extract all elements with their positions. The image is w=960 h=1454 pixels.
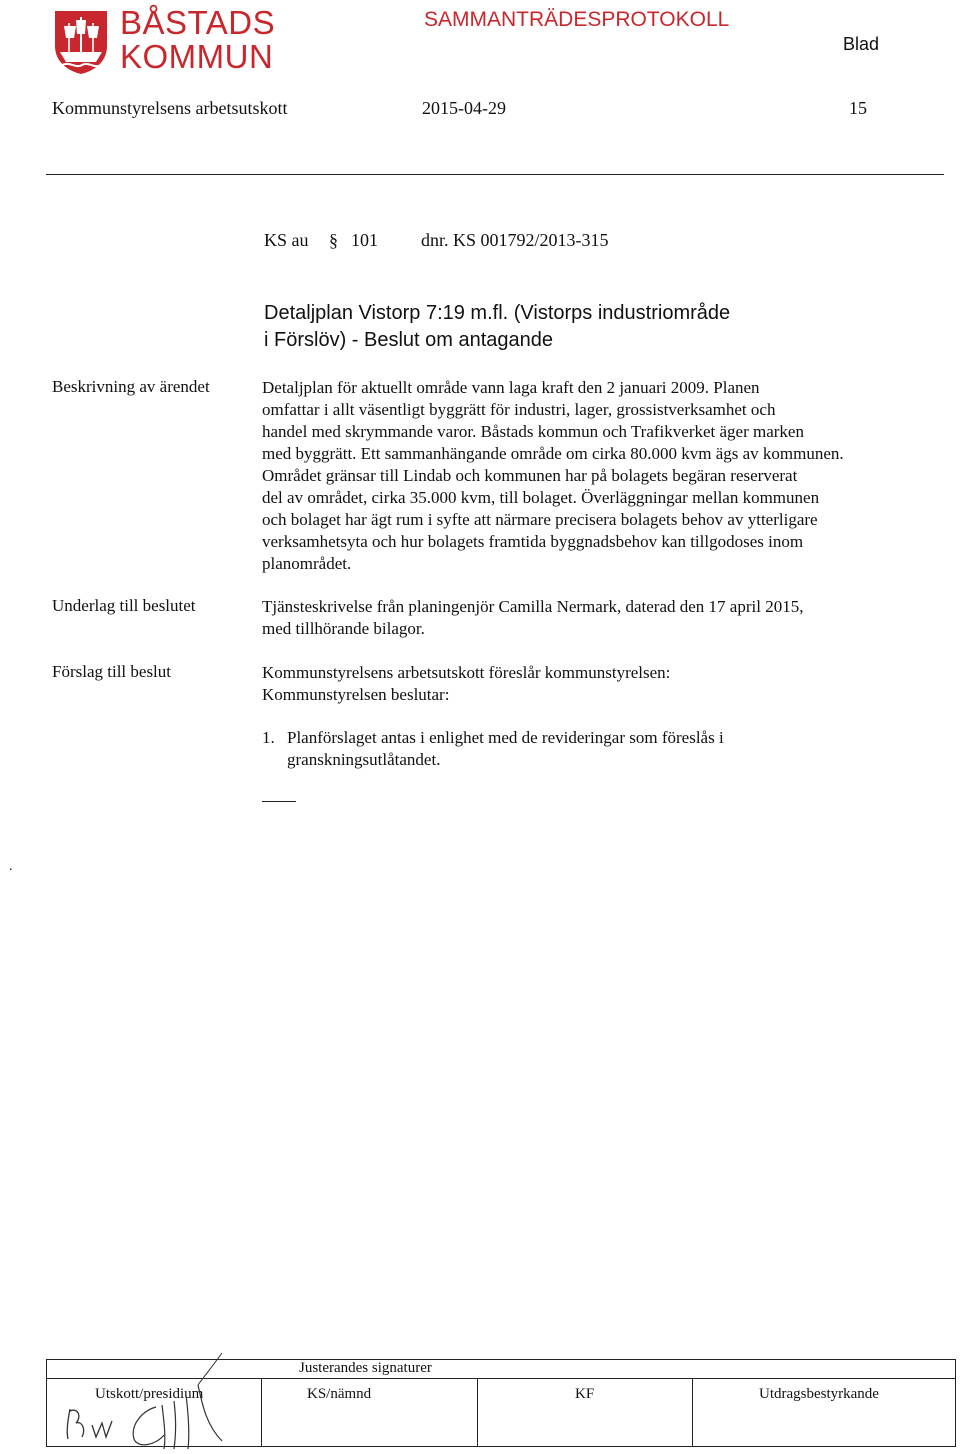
org-name-line1: BÅSTADS (120, 4, 276, 41)
proposal-line: Kommunstyrelsens arbetsutskott föreslår kommunstyrelsen: (262, 663, 671, 682)
signature-column-divider (477, 1378, 478, 1446)
proposal-item-number: 1. (262, 728, 275, 747)
signature-column-divider (261, 1378, 262, 1446)
org-name-line2: KOMMUN (120, 38, 274, 75)
diary-number: dnr. KS 001792/2013-315 (421, 230, 609, 250)
basis-line: med tillhörande bilagor. (262, 619, 425, 638)
basis-line: Tjänsteskrivelse från planingenjör Camilla Nermark, daterad den 17 april 2015, (262, 597, 804, 616)
signature-col-kf: KF (575, 1386, 595, 1402)
proposal-item-text (287, 727, 847, 771)
handwritten-signature (52, 1345, 252, 1451)
municipality-crest-logo (52, 8, 110, 76)
signature-col-utskott: Utskott/presidium (95, 1386, 204, 1402)
reference-body: KS au (264, 230, 309, 250)
basis-text (262, 596, 950, 640)
description-line: planområdet. (262, 554, 352, 573)
signature-col-utdrag: Utdragsbestyrkande (759, 1386, 879, 1402)
description-label: Beskrivning av ärendet (52, 377, 210, 396)
description-line: med byggrätt. Ett sammanhängande område om cirka 80.000 kvm ägs av kommunen. (262, 444, 844, 463)
signature-col-ks: KS/nämnd (307, 1386, 372, 1402)
proposal-line: Kommunstyrelsen beslutar: (262, 685, 450, 704)
proposal-label: Förslag till beslut (52, 662, 171, 681)
description-line: verksamhetsyta och hur bolagets framtida byggnadsbehov kan tillgodoses inom (262, 532, 804, 551)
matter-title-line1: Detaljplan Vistorp 7:19 m.fl. (Vistorps industriområde (264, 302, 731, 324)
signature-heading: Justerandes signaturer (299, 1360, 432, 1376)
proposal-item-line: Planförslaget antas i enlighet med de revideringar som föreslås i (287, 728, 724, 747)
description-line: och bolaget har ägt rum i syfte att närmare precisera bolagets behov av ytterligare (262, 510, 818, 529)
proposal-item-line: granskningsutlåtandet. (287, 750, 441, 769)
section-sign: § (329, 230, 338, 250)
header-divider (46, 174, 944, 175)
end-rule (262, 801, 296, 802)
section-number: 101 (351, 230, 378, 250)
signature-column-divider (692, 1378, 693, 1446)
proposal-text (262, 662, 950, 706)
blad-label: Blad (843, 34, 880, 54)
page-number: 15 (849, 98, 867, 118)
meeting-date: 2015-04-29 (422, 98, 506, 118)
description-line: omfattar i allt väsentligt byggrätt för industri, lager, grossistverksamhet och (262, 400, 776, 419)
stray-mark: . (9, 859, 13, 874)
description-text (262, 377, 950, 575)
document-type-title: SAMMANTRÄDESPROTOKOLL (424, 8, 730, 31)
description-line: Området gränsar till Lindab och kommunen har på bolagets begäran reserverat (262, 466, 798, 485)
description-line: handel med skrymmande varor. Båstads kommun och Trafikverket äger marken (262, 422, 804, 441)
committee-name: Kommunstyrelsens arbetsutskott (52, 98, 288, 118)
description-line: del av området, cirka 35.000 kvm, till bolaget. Överläggningar mellan kommunen (262, 488, 820, 507)
basis-label: Underlag till beslutet (52, 596, 196, 615)
matter-title-line2: i Förslöv) - Beslut om antagande (264, 329, 554, 351)
description-line: Detaljplan för aktuellt område vann laga kraft den 2 januari 2009. Planen (262, 378, 760, 397)
